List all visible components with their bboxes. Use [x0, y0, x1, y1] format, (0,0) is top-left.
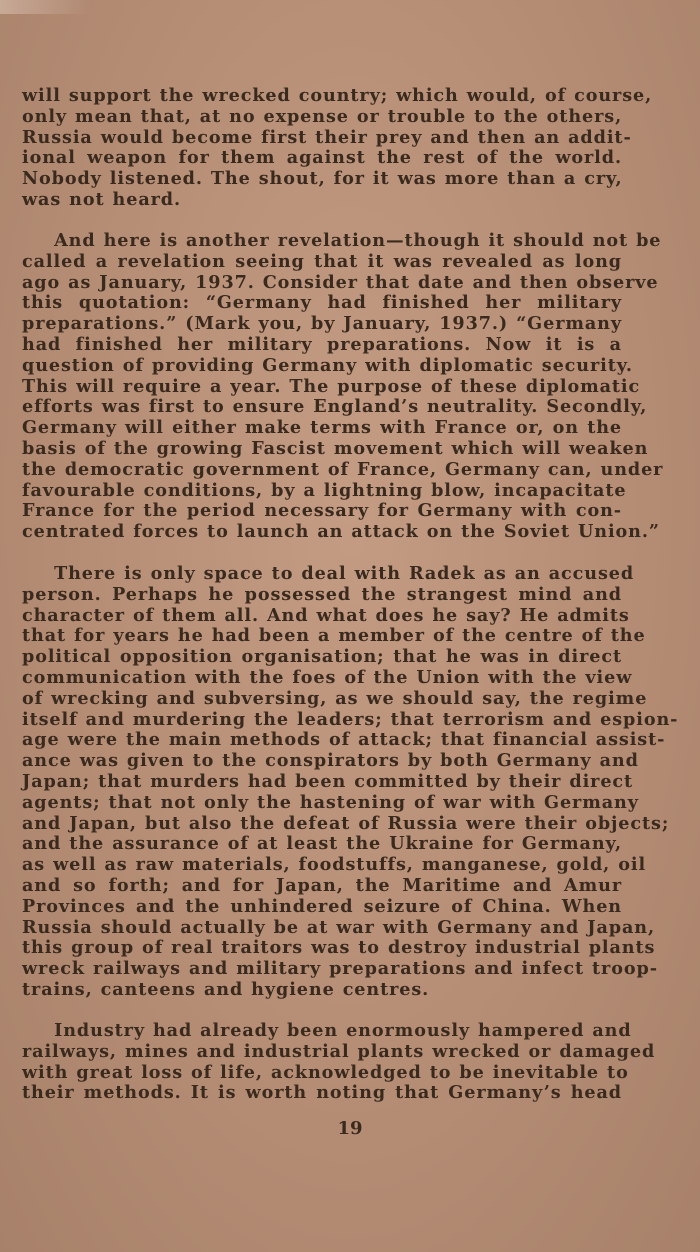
- text-line: railways, mines and industrial plants wrecked or damaged: [22, 1040, 656, 1062]
- text-line: ago as January, 1937. Consider that date and then observe: [22, 271, 659, 293]
- text-line: efforts was first to ensure England’s neutrality. Secondly,: [22, 396, 648, 418]
- text-line: and so forth; and for Japan, the Maritime and Amur: [22, 874, 622, 896]
- text-line: this quotation: “Germany had finished her military: [22, 292, 622, 314]
- text-line: and Japan, but also the defeat of Russia were their objects;: [22, 812, 670, 834]
- text-line: favourable conditions, by a lightning blow, incapacitate: [22, 479, 627, 501]
- text-line: their methods. It is worth noting that Germany’s head: [22, 1082, 622, 1104]
- text-line: will support the wrecked country; which would, of course,: [22, 85, 653, 106]
- text-line: agents; that not only the hastening of war with Germany: [22, 791, 639, 813]
- text-line: Russia would become first their prey and then an addit-: [22, 126, 632, 148]
- text-line: wreck railways and military preparations and infect troop-: [22, 958, 658, 980]
- text-line: basis of the growing Fascist movement which will weaken: [22, 437, 649, 459]
- paragraph-4: [22, 1020, 656, 1104]
- text-line: trains, canteens and hygiene centres.: [22, 978, 430, 1000]
- text-line: age were the main methods of attack; that financial assist-: [22, 729, 666, 751]
- text-line: with great loss of life, acknowledged to be inevitable to: [22, 1061, 629, 1083]
- text-line: this group of real traitors was to destroy industrial plants: [22, 937, 656, 959]
- paragraph-2: [22, 230, 664, 543]
- page-edge-wear: [0, 0, 90, 14]
- text-line: Industry had already been enormously hampered and: [22, 1020, 632, 1041]
- text-line: Provinces and the unhindered seizure of China. When: [22, 895, 622, 917]
- text-line: ance was given to the conspirators by both Germany and: [22, 750, 639, 772]
- text-line: Russia should actually be at war with Germany and Japan,: [22, 916, 656, 938]
- text-line: person. Perhaps he possessed the strangest mind and: [22, 583, 622, 605]
- paragraph-1: [22, 85, 653, 211]
- text-line: ional weapon for them against the rest of the world.: [22, 147, 622, 169]
- text-line: question of providing Germany with diplomatic security.: [22, 354, 633, 376]
- text-line: This will require a year. The purpose of these diplomatic: [22, 375, 641, 397]
- text-line: Japan; that murders had been committed by their direct: [22, 770, 634, 792]
- text-line: and the assurance of at least the Ukraine for Germany,: [22, 833, 622, 855]
- text-line: Germany will either make terms with France or, on the: [22, 417, 622, 439]
- text-line: And here is another revelation—though it should not be: [22, 230, 662, 251]
- text-line: Nobody listened. The shout, for it was more than a cry,: [22, 168, 623, 190]
- text-line: the democratic government of France, Germany can, under: [22, 458, 664, 480]
- text-line: as well as raw materials, foodstuffs, manganese, gold, oil: [22, 854, 647, 876]
- text-line: itself and murdering the leaders; that terrorism and espion-: [22, 708, 679, 730]
- text-line: France for the period necessary for Germany with con-: [22, 500, 622, 522]
- text-line: only mean that, at no expense or trouble to the others,: [22, 105, 623, 127]
- page-number: 19: [337, 1118, 363, 1139]
- text-line: political opposition organisation; that he was in direct: [22, 646, 622, 668]
- text-line: There is only space to deal with Radek as an accused: [22, 563, 635, 584]
- paragraph-3: [22, 563, 679, 1001]
- text-line: centrated forces to launch an attack on the Soviet Union.”: [22, 521, 660, 543]
- text-line: had finished her military preparations. Now it is a: [22, 333, 622, 355]
- text-line: called a revelation seeing that it was revealed as long: [22, 250, 622, 272]
- text-line: communication with the foes of the Union with the view: [22, 666, 633, 688]
- text-line: preparations.” (Mark you, by January, 1937.) “Germany: [22, 313, 622, 335]
- text-line: was not heard.: [22, 188, 182, 210]
- text-line: of wrecking and subversing, as we should say, the regime: [22, 687, 648, 709]
- text-line: that for years he had been a member of the centre of the: [22, 625, 646, 647]
- text-line: character of them all. And what does he say? He admits: [22, 604, 630, 626]
